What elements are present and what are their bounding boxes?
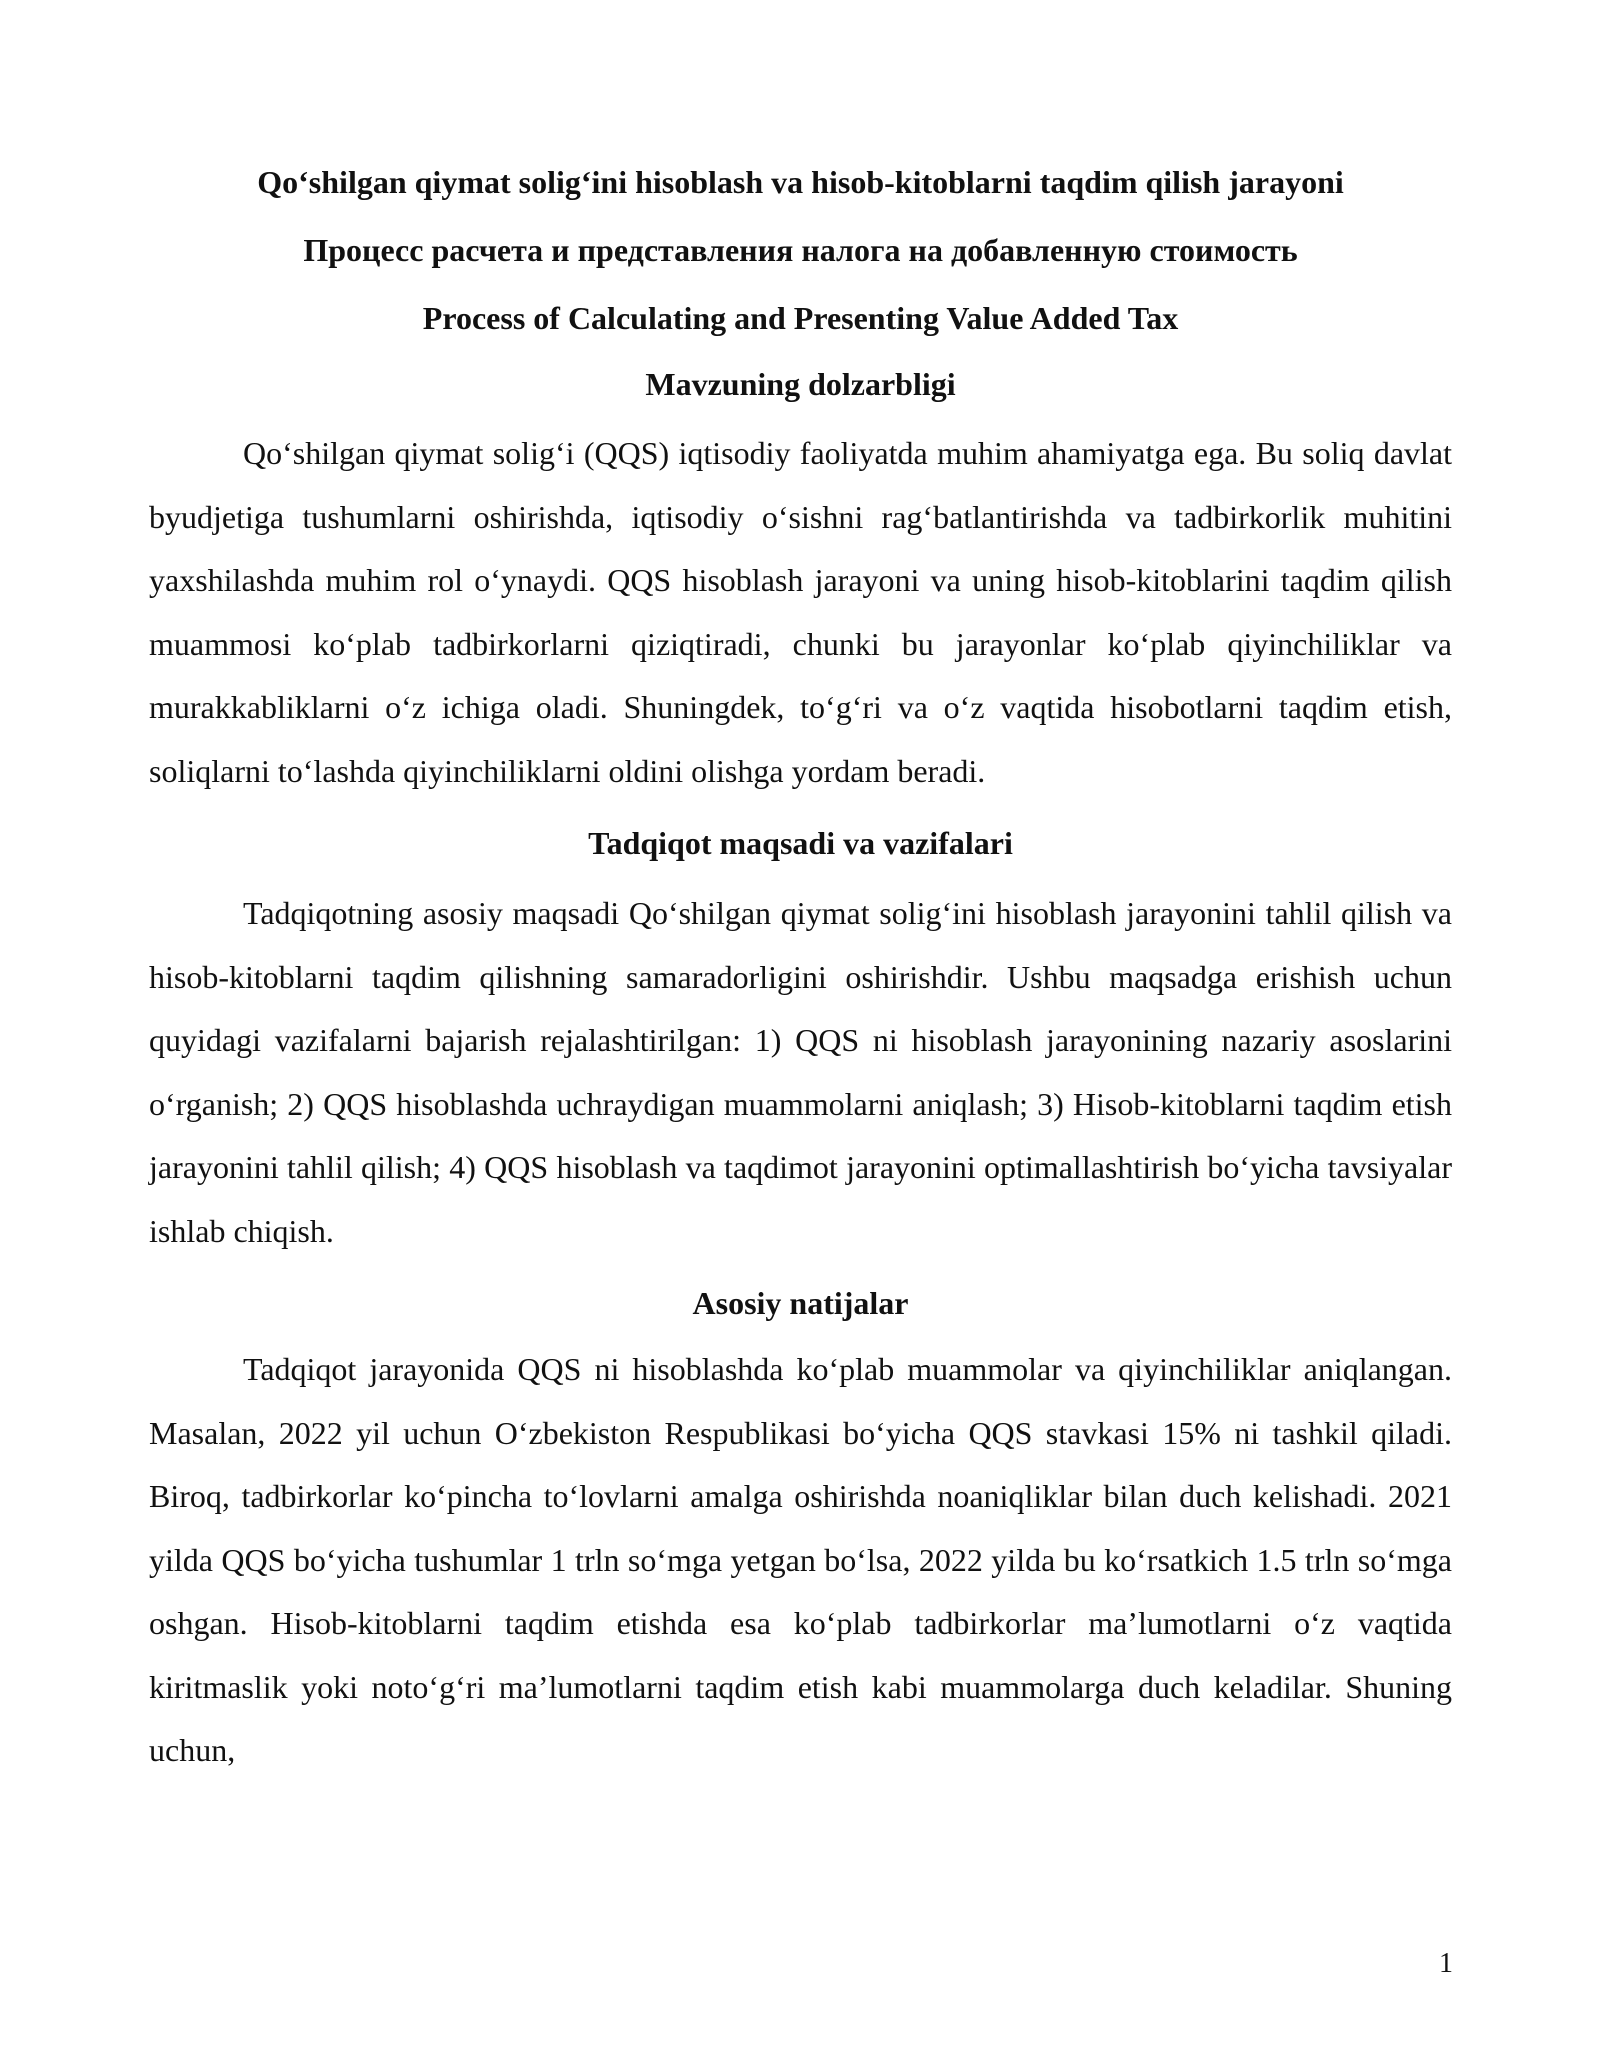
document-page (149, 148, 1452, 1783)
section-heading-results: Asosiy natijalar (692, 1285, 909, 1321)
page-number: 1 (1439, 1948, 1453, 1979)
section-paragraph-results: Tadqiqot jarayonida QQS ni hisoblashda ko‘plab muammolar va qiyinchiliklar aniqlangan. Masalan, 2022 yil uchun O‘zbekiston Respublikasi bo‘yicha QQS stavkasi 15% ni tashkil qiladi. Biroq, tadbirkorlar ko‘pincha to‘lovlarni amalga oshirishda noaniqliklar bilan duch kelishadi. 2021 yilda QQS bo‘yicha tushumlar 1 trln so‘mga yetgan bo‘lsa, 2022 yilda bu ko‘rsatkich 1.5 trln so‘mga oshgan. Hisob-kitoblarni taqdim etishda esa ko‘plab tadbirkorlar ma’lumotlarni o‘z vaqtida kiritmaslik yoki noto‘g‘ri ma’lumotlarni taqdim etish kabi muammolarga duch keladilar. Shuning uchun, (149, 1351, 1452, 1768)
title-english: Process of Calculating and Presenting Value Added Tax (422, 300, 1179, 336)
section-paragraph-goals: Tadqiqotning asosiy maqsadi Qo‘shilgan qiymat solig‘ini hisoblash jarayonini tahlil qilish va hisob-kitoblarni taqdim qilishning samaradorligini oshirishdir. Ushbu maqsadga erishish uchun quyidagi vazifalarni bajarish rejalashtirilgan: 1) QQS ni hisoblash jarayonining nazariy asoslarini o‘rganish; 2) QQS hisoblashda uchraydigan muammolarni aniqlash; 3) Hisob-kitoblarni taqdim etish jarayonini tahlil qilish; 4) QQS hisoblash va taqdimot jarayonini optimallashtirish bo‘yicha tavsiyalar ishlab chiqish. (149, 895, 1452, 1249)
section-paragraph-relevance: Qo‘shilgan qiymat solig‘i (QQS) iqtisodiy faoliyatda muhim ahamiyatga ega. Bu soliq davlat byudjetiga tushumlarni oshirishda, iqtisodiy o‘sishni rag‘batlantirishda va tadbirkorlik muhitini yaxshilashda muhim rol o‘ynaydi. QQS hisoblash jarayoni va uning hisob-kitoblarini taqdim qilish muammosi ko‘plab tadbirkorlarni qiziqtiradi, chunki bu jarayonlar ko‘plab qiyinchiliklar va murakkabliklarni o‘z ichiga oladi. Shuningdek, to‘g‘ri va o‘z vaqtida hisobotlarni taqdim etish, soliqlarni to‘lashda qiyinchiliklarni oldini olishga yordam beradi. (149, 435, 1452, 789)
section-heading-goals: Tadqiqot maqsadi va vazifalari (588, 825, 1013, 861)
title-uzbek: Qo‘shilgan qiymat solig‘ini hisoblash va hisob-kitoblarni taqdim qilish jarayoni (257, 164, 1344, 200)
section-heading-relevance: Mavzuning dolzarbligi (645, 366, 956, 402)
title-russian: Процесс расчета и представления налога на добавленную стоимость (303, 232, 1298, 268)
